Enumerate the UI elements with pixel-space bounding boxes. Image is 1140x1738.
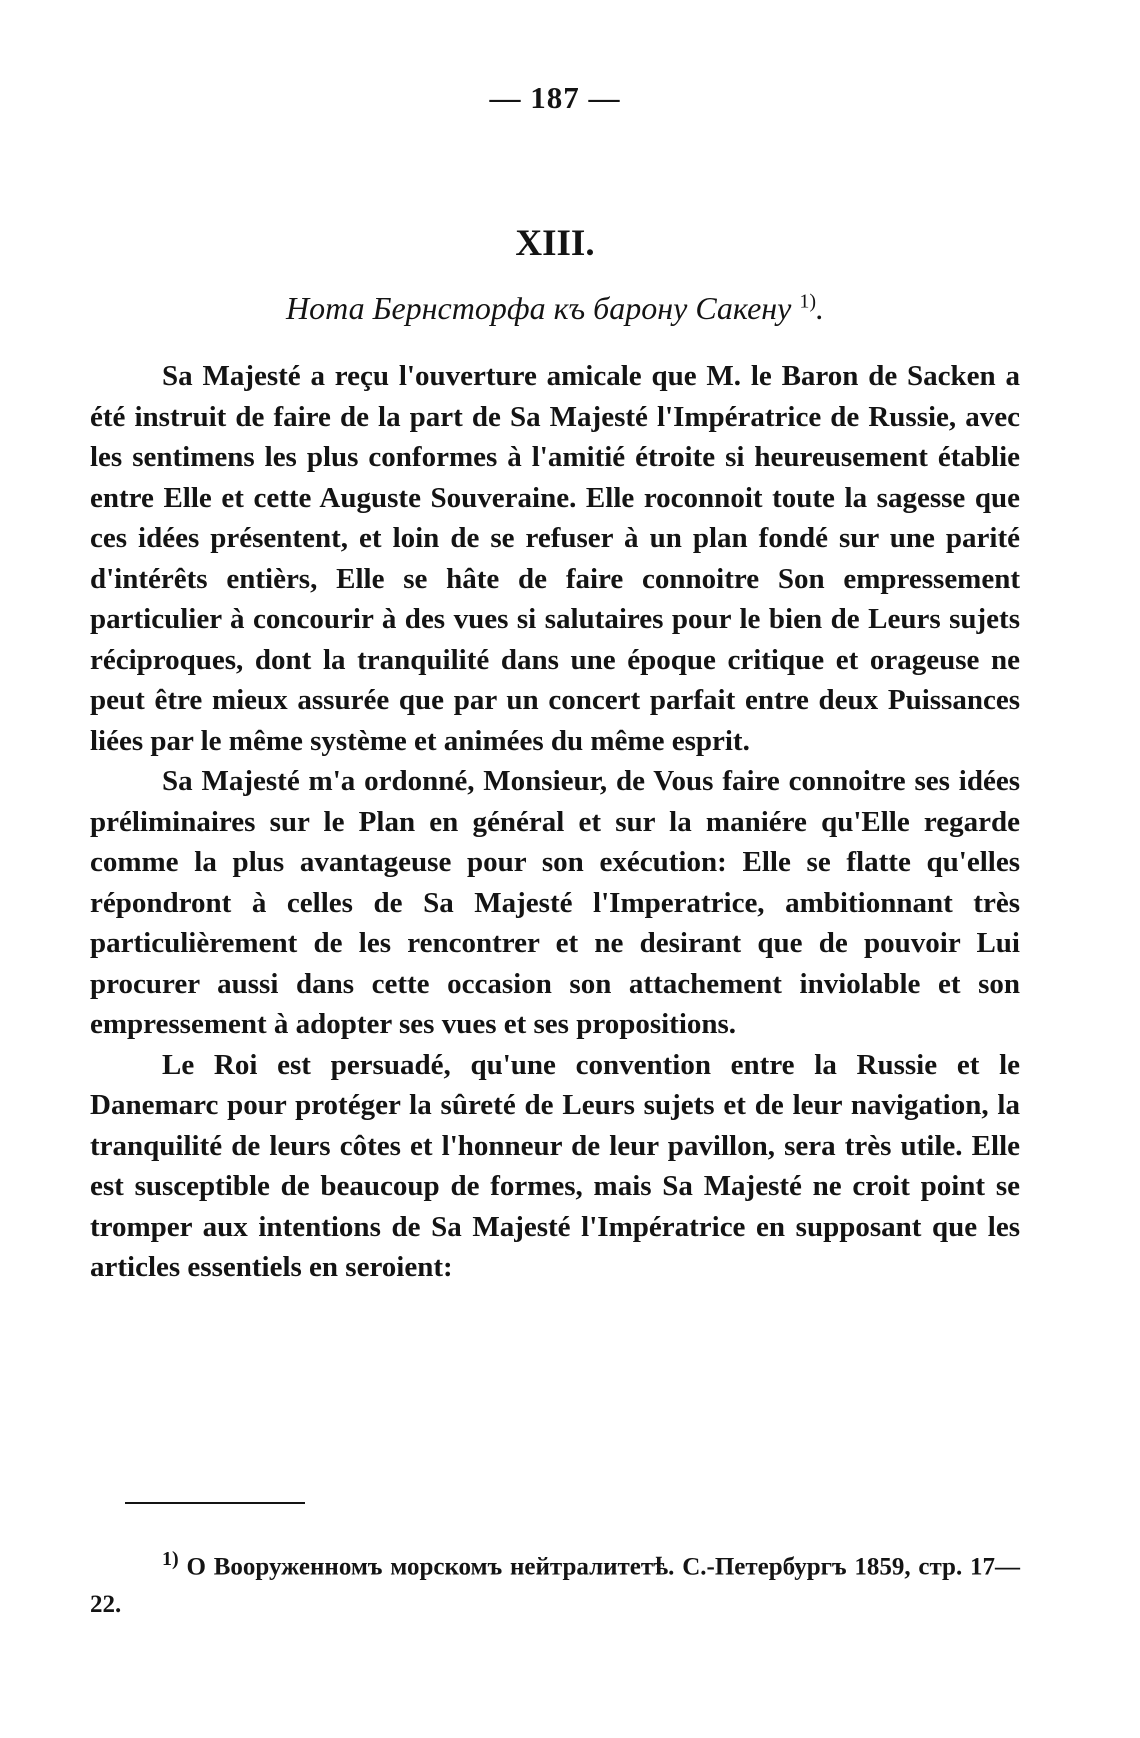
document-title-text: Нота Бернсторфа къ барону Сакену: [285, 290, 792, 326]
footnote: [90, 1540, 1020, 1624]
page-number: — 187 —: [489, 80, 621, 115]
footnote-divider: [125, 1502, 305, 1504]
document-title: Нота Бернсторфа къ барону Сакену $^{1)}$.: [285, 290, 825, 326]
paragraph: Le Roi est persuadé, qu'une convention entre la Russie et le Danemarc pour protéger la sûreté de Leurs sujets et de leur navigation, la tranquilité de leurs côtes et l'honneur de leur pavillon, sera très utile. Elle est susceptible de beaucoup de formes, mais Sa Majesté ne croit point se tromper aux intentions de Sa Majesté l'Impératrice en supposant que les articles essentiels en seroient:: [90, 1048, 1020, 1283]
footnote-mark: 1): [162, 1548, 179, 1570]
section-numeral: XIII.: [515, 223, 595, 264]
footnote-reference: 1): [799, 290, 817, 313]
body-text: [90, 356, 1020, 1288]
paragraph: Sa Majesté a reçu l'ouverture amicale que M. le Baron de Sacken a été instruit de faire de la part de Sa Majesté l'Impératrice de Russie, avec les sentimens les plus conformes à l'amitié étroite si heureusement établie entre Elle et cette Auguste Souveraine. Elle roconnoit toute la sagesse que ces idées présentent, et loin de se refuser à un plan fondé sur une parité d'intérêts entièrs, Elle se hâte de faire connoitre Son empressement particulier à concourir à des vues si salutaires pour le bien de Leurs sujets réciproques, dont la tranquilité dans une époque critique et orageuse ne peut être mieux assurée que par un concert parfait entre deux Puissances liées par le même système et animées du même esprit.: [90, 360, 1020, 757]
footnote-text: О Вооруженномъ морскомъ нейтралитетѣ. С.-Петербургъ 1859, стр. 17—22.: [90, 1553, 1021, 1619]
paragraph: Sa Majesté m'a ordonné, Monsieur, de Vous faire connoitre ses idées préliminaires sur le Plan en général et sur la maniére qu'Elle regarde comme la plus avantageuse pour son exécution: Elle se flatte qu'elles répondront à celles de Sa Majesté l'Imperatrice, ambitionnant très particulièrement de les rencontrer et ne desirant que de pouvoir Lui procurer aussi dans cette occasion son attachement inviolable et son empressement à adopter ses vues et ses propositions.: [90, 765, 1020, 1040]
